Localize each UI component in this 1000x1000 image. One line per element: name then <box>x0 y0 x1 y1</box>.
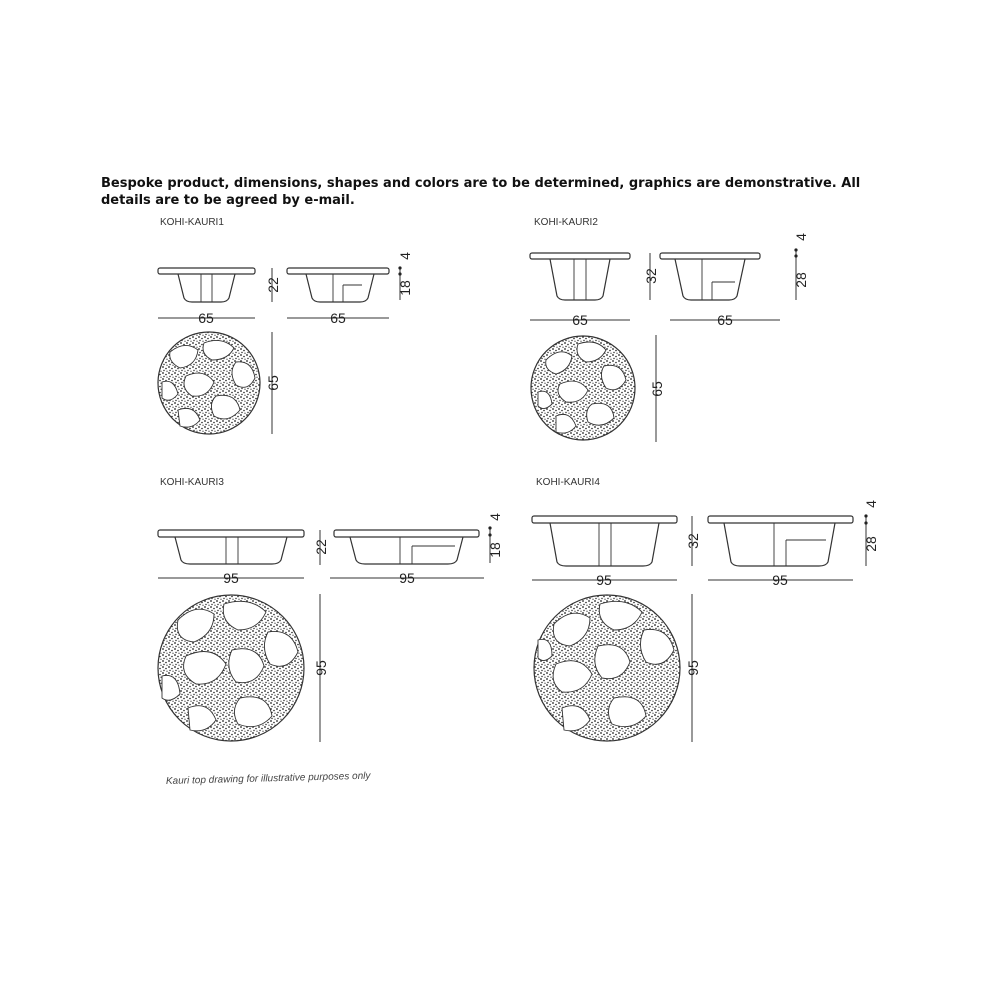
diameter-label: 65 <box>265 375 281 391</box>
model-kohi-kauri3 <box>158 477 503 742</box>
top-view-kauri <box>534 594 701 742</box>
width-label: 65 <box>198 310 214 326</box>
height-label: 22 <box>313 539 329 555</box>
model-code: KOHI-KAURI3 <box>160 477 224 488</box>
width-label: 95 <box>772 572 788 588</box>
width-label: 65 <box>572 312 588 328</box>
diameter-label: 95 <box>313 660 329 676</box>
side-elevation <box>660 233 809 328</box>
height-label: 18 <box>397 280 413 296</box>
front-elevation <box>158 530 329 586</box>
model-kohi-kauri2 <box>530 217 809 442</box>
model-kohi-kauri4 <box>532 477 879 742</box>
width-label: 65 <box>717 312 733 328</box>
diameter-label: 65 <box>649 381 665 397</box>
model-code: KOHI-KAURI2 <box>534 217 598 228</box>
side-elevation <box>287 252 413 326</box>
front-elevation <box>532 516 701 588</box>
model-code: KOHI-KAURI4 <box>536 477 600 488</box>
side-elevation <box>708 500 879 588</box>
width-label: 65 <box>330 310 346 326</box>
diameter-label: 95 <box>685 660 701 676</box>
height-label: 28 <box>863 536 879 552</box>
footnote: Kauri top drawing for illustrative purposes only <box>165 770 371 787</box>
top-thickness-label: 4 <box>863 500 879 508</box>
top-view-kauri <box>158 332 281 434</box>
front-elevation <box>530 253 659 328</box>
front-elevation <box>158 268 281 326</box>
side-elevation <box>330 513 503 586</box>
top-view-kauri <box>531 335 665 442</box>
disclaimer-text: Bespoke product, dimensions, shapes and colors are to be determined, graphics are demonstrative. All details are to be agreed by e-mail. <box>101 176 861 208</box>
height-label: 32 <box>685 533 701 549</box>
width-label: 95 <box>223 570 239 586</box>
top-thickness-label: 4 <box>487 513 503 521</box>
model-kohi-kauri1 <box>158 217 413 434</box>
model-code: KOHI-KAURI1 <box>160 217 224 228</box>
height-label: 32 <box>643 268 659 284</box>
top-view-kauri <box>158 594 329 742</box>
top-thickness-label: 4 <box>397 252 413 260</box>
height-label: 18 <box>487 542 503 558</box>
width-label: 95 <box>399 570 415 586</box>
height-label: 22 <box>265 277 281 293</box>
width-label: 95 <box>596 572 612 588</box>
top-thickness-label: 4 <box>793 233 809 241</box>
height-label: 28 <box>793 272 809 288</box>
